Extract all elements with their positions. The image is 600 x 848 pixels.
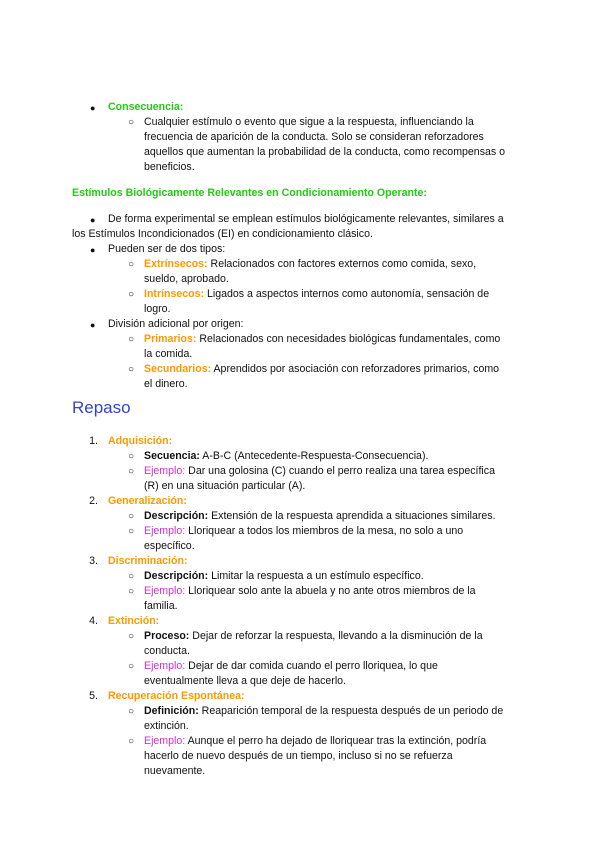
intrinsecos-line2: logro. xyxy=(144,303,171,315)
consecuencia-line-1: Cualquier estímulo o evento que sigue a la respuesta, influenciando la xyxy=(144,116,474,128)
consecuencia-line-3: aquellos que aumentan la probabilidad de la conducta, como recompensas o xyxy=(144,146,506,158)
recuperacion-b-text: Aunque el perro ha dejado de lloriquear tras la extinción, podría xyxy=(185,735,487,747)
sub-bullet-marker: ○ xyxy=(128,586,135,597)
discriminacion-b-label: Ejemplo: xyxy=(144,585,186,597)
secundarios-line1 xyxy=(144,362,499,377)
adquisicion-b-line2: (R) en una situación particular (A). xyxy=(144,480,306,492)
adquisicion-b-text: Dar una golosina (C) cuando el perro realiza una tarea específica xyxy=(185,465,495,477)
extincion-b-line2: eventualmente lleva a que deje de hacerlo. xyxy=(144,675,347,687)
bullet-marker: ● xyxy=(90,245,96,255)
extincion-a-text: Dejar de reforzar la respuesta, llevando a la disminución de la xyxy=(189,630,483,642)
intrinsecos-line1 xyxy=(144,287,489,302)
recuperacion-a-text: Reaparición temporal de la respuesta después de un periodo de xyxy=(198,705,504,717)
recuperacion-a-line1 xyxy=(144,704,503,719)
extincion-a-line1 xyxy=(144,629,483,644)
extrinsecos-label: Extrínsecos: xyxy=(144,258,208,270)
item-number: 4. xyxy=(89,615,98,627)
sub-bullet-marker: ○ xyxy=(128,736,135,747)
primarios-text: Relacionados con necesidades biológicas fundamentales, como xyxy=(196,333,501,345)
adquisicion-a-label: Secuencia: xyxy=(144,450,200,462)
sub-bullet-marker: ○ xyxy=(128,289,135,300)
item-title-adquisicion: Adquisición: xyxy=(108,435,173,447)
estimulos-bullet1-line1: De forma experimental se emplean estímulos biológicamente relevantes, similares a xyxy=(108,213,504,225)
sub-bullet-marker: ○ xyxy=(128,661,135,672)
repaso-heading: Repaso xyxy=(72,398,131,417)
discriminacion-b-text: Lloriquear solo ante la abuela y no ante otros miembros de la xyxy=(185,585,476,597)
discriminacion-a-text: Limitar la respuesta a un estímulo específico. xyxy=(208,570,424,582)
adquisicion-b-line1 xyxy=(144,464,495,479)
sub-bullet-marker: ○ xyxy=(128,466,135,477)
item-number: 3. xyxy=(89,555,98,567)
discriminacion-a-line1 xyxy=(144,569,424,584)
sub-bullet-marker: ○ xyxy=(128,706,135,717)
sub-bullet-marker: ○ xyxy=(128,511,135,522)
item-title-generalizacion: Generalización: xyxy=(108,495,187,507)
extrinsecos-line2: sueldo, aprobado. xyxy=(144,273,229,285)
recuperacion-b-line1 xyxy=(144,734,486,749)
extrinsecos-line1 xyxy=(144,257,476,272)
generalizacion-b-line1 xyxy=(144,524,463,539)
bullet-marker: ● xyxy=(90,320,96,330)
consecuencia-line-4: beneficios. xyxy=(144,161,195,173)
primarios-line1 xyxy=(144,332,500,347)
discriminacion-b-line2: familia. xyxy=(144,600,178,612)
recuperacion-b-line3: nuevamente. xyxy=(144,765,206,777)
sub-bullet-marker: ○ xyxy=(128,334,135,345)
adquisicion-b-label: Ejemplo: xyxy=(144,465,186,477)
generalizacion-a-text: Extensión de la respuesta aprendida a situaciones similares. xyxy=(208,510,496,522)
item-number: 5. xyxy=(89,690,98,702)
primarios-line2: la comida. xyxy=(144,348,193,360)
extincion-a-label: Proceso: xyxy=(144,630,190,642)
bullet-marker: ● xyxy=(90,215,96,225)
intrinsecos-label: Intrínsecos: xyxy=(144,288,205,300)
extincion-b-text: Dejar de dar comida cuando el perro lloriquea, lo que xyxy=(185,660,438,672)
recuperacion-a-label: Definición: xyxy=(144,705,199,717)
secundarios-label: Secundarios: xyxy=(144,363,212,375)
estimulos-heading: Estímulos Biológicamente Relevantes en Condicionamiento Operante: xyxy=(72,187,427,199)
item-number: 1. xyxy=(89,435,98,447)
sub-bullet-marker: ○ xyxy=(128,631,135,642)
item-title-discriminacion: Discriminación: xyxy=(108,555,188,567)
sub-bullet-marker: ○ xyxy=(128,451,135,462)
discriminacion-b-line1 xyxy=(144,584,476,599)
generalizacion-b-line2: específico. xyxy=(144,540,195,552)
generalizacion-a-line1 xyxy=(144,509,496,524)
recuperacion-b-label: Ejemplo: xyxy=(144,735,186,747)
secundarios-text: Aprendidos por asociación con reforzadores primarios, como xyxy=(211,363,500,375)
sub-bullet-marker: ○ xyxy=(128,117,135,128)
extincion-a-line2: conducta. xyxy=(144,645,190,657)
generalizacion-b-label: Ejemplo: xyxy=(144,525,186,537)
sub-bullet-marker: ○ xyxy=(128,526,135,537)
estimulos-bullet1-line2: los Estímulos Incondicionados (EI) en condicionamiento clásico. xyxy=(72,228,373,240)
bullet-marker: ● xyxy=(90,103,96,113)
item-number: 2. xyxy=(89,495,98,507)
extincion-b-label: Ejemplo: xyxy=(144,660,186,672)
recuperacion-b-line2: hacerlo de nuevo después de un tiempo, incluso si no se refuerza xyxy=(144,750,453,762)
consecuencia-line-2: frecuencia de aparición de la conducta. Solo se consideran reforzadores xyxy=(144,131,484,143)
sub-bullet-marker: ○ xyxy=(128,571,135,582)
adquisicion-a-line1 xyxy=(144,449,428,464)
estimulos-bullet2: Pueden ser de dos tipos: xyxy=(108,243,226,255)
discriminacion-a-label: Descripción: xyxy=(144,570,209,582)
adquisicion-a-text: A-B-C (Antecedente-Respuesta-Consecuencia). xyxy=(199,450,429,462)
secundarios-line2: el dinero. xyxy=(144,378,188,390)
generalizacion-b-text: Lloriquear a todos los miembros de la mesa, no solo a uno xyxy=(185,525,464,537)
primarios-label: Primarios: xyxy=(144,333,197,345)
estimulos-bullet3: División adicional por origen: xyxy=(108,318,244,330)
recuperacion-a-line2: extinción. xyxy=(144,720,189,732)
sub-bullet-marker: ○ xyxy=(128,364,135,375)
consecuencia-title: Consecuencia: xyxy=(108,101,184,113)
item-title-recuperacion: Recuperación Espontánea: xyxy=(108,690,245,702)
item-title-extincion: Extinción: xyxy=(108,615,160,627)
sub-bullet-marker: ○ xyxy=(128,259,135,270)
extrinsecos-text: Relacionados con factores externos como comida, sexo, xyxy=(207,258,477,270)
intrinsecos-text: Ligados a aspectos internos como autonomía, sensación de xyxy=(204,288,490,300)
extincion-b-line1 xyxy=(144,659,438,674)
generalizacion-a-label: Descripción: xyxy=(144,510,209,522)
